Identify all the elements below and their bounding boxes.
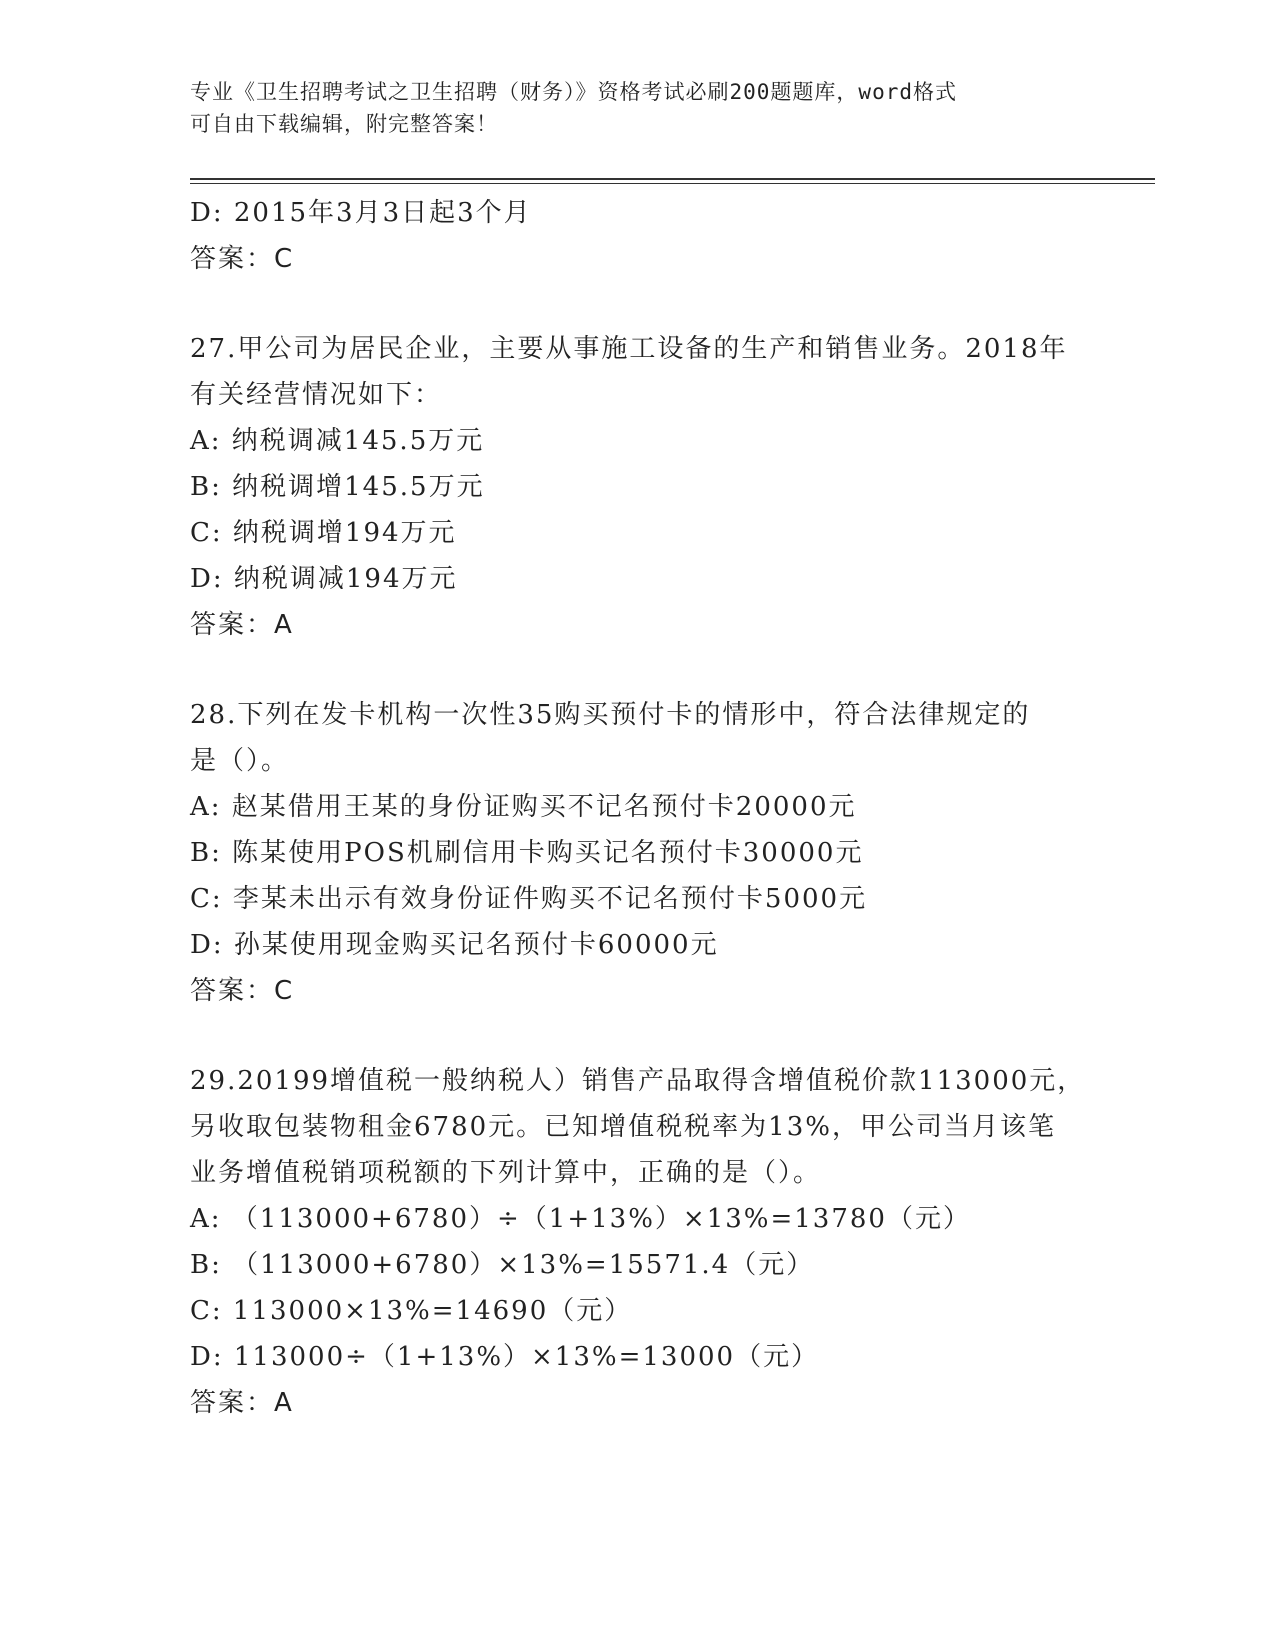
question-29 xyxy=(190,1058,1090,1426)
option-d: D: 113000÷（1+13%）×13%=13000（元） xyxy=(190,1342,820,1372)
question-stem: 27.甲公司为居民企业，主要从事施工设备的生产和销售业务。2018年 xyxy=(190,334,1068,364)
option-c: C: 113000×13%=14690（元） xyxy=(190,1296,633,1326)
answer-line: 答案：C xyxy=(190,244,295,274)
question-stem: 业务增值税销项税额的下列计算中，正确的是（）。 xyxy=(190,1158,822,1188)
option-d: D: 2015年3月3日起3个月 xyxy=(190,198,532,228)
option-a: A: 赵某借用王某的身份证购买不记名预付卡20000元 xyxy=(190,792,857,822)
option-d: D: 纳税调减194万元 xyxy=(190,564,458,594)
question-27 xyxy=(190,326,1090,648)
option-c: C: 李某未出示有效身份证件购买不记名预付卡5000元 xyxy=(190,884,868,914)
question-stem: 28.下列在发卡机构一次性35购买预付卡的情形中，符合法律规定的 xyxy=(190,700,1031,730)
header-divider-thick xyxy=(190,178,1155,180)
option-b: B: 纳税调增145.5万元 xyxy=(190,472,485,502)
question-26-tail xyxy=(190,190,1090,282)
answer-line: 答案：C xyxy=(190,976,295,1006)
question-stem: 是（）。 xyxy=(190,746,290,776)
option-b: B: 陈某使用POS机刷信用卡购买记名预付卡30000元 xyxy=(190,838,864,868)
answer-line: 答案：A xyxy=(190,1388,294,1418)
document-body xyxy=(190,190,1090,1426)
option-c: C: 纳税调增194万元 xyxy=(190,518,457,548)
answer-line: 答案：A xyxy=(190,610,294,640)
header-divider-thin xyxy=(190,183,1155,184)
header-title-line-1: 专业《卫生招聘考试之卫生招聘（财务）》资格考试必刷200题题库，word格式 xyxy=(190,80,957,104)
question-stem: 有关经营情况如下： xyxy=(190,380,443,410)
header-title-line-2: 可自由下载编辑，附完整答案！ xyxy=(190,112,498,136)
option-a: A: （113000+6780）÷（1+13%）×13%=13780（元） xyxy=(190,1204,971,1234)
option-d: D: 孙某使用现金购买记名预付卡60000元 xyxy=(190,930,719,960)
question-28 xyxy=(190,692,1090,1014)
option-b: B: （113000+6780）×13%=15571.4（元） xyxy=(190,1250,815,1280)
question-stem: 29.20199增值税一般纳税人）销售产品取得含增值税价款113000元， xyxy=(190,1066,1086,1096)
option-a: A: 纳税调减145.5万元 xyxy=(190,426,485,456)
document-header xyxy=(190,76,1090,140)
question-stem: 另收取包装物租金6780元。已知增值税税率为13%，甲公司当月该笔 xyxy=(190,1112,1056,1142)
